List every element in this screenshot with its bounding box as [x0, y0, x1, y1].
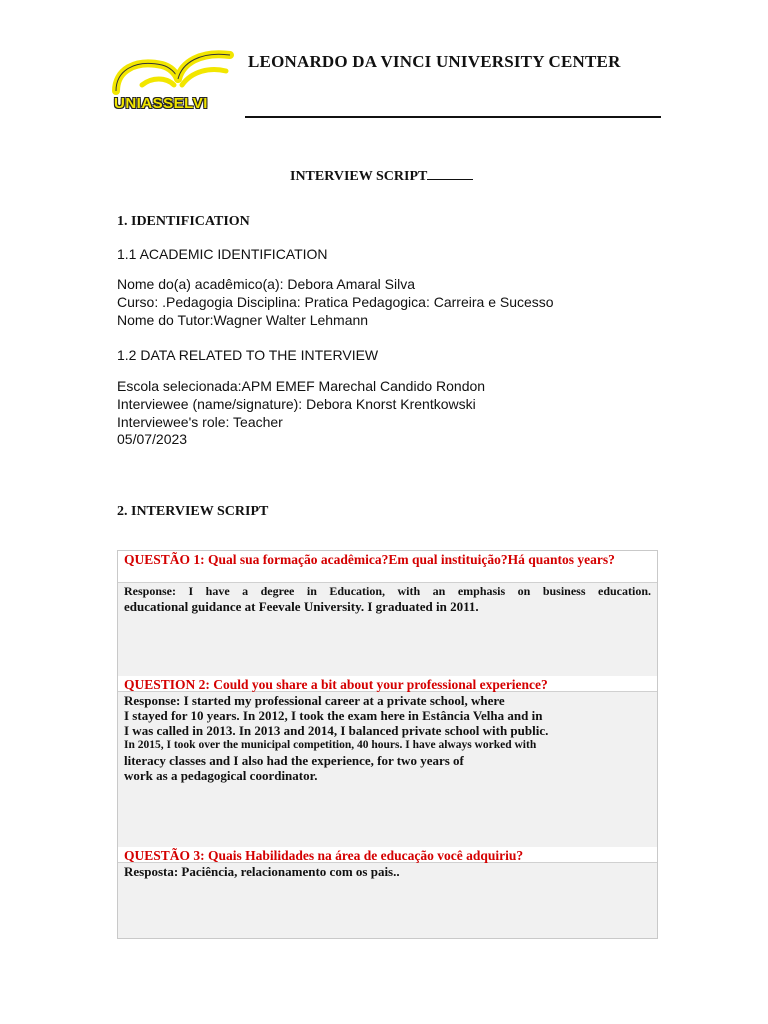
- role-line: Interviewee's role: Teacher: [117, 414, 283, 430]
- answer-2: [118, 692, 657, 847]
- interview-script-heading: 2. INTERVIEW SCRIPT: [117, 504, 269, 519]
- university-name: LEONARDO DA VINCI UNIVERSITY CENTER: [248, 52, 621, 71]
- title-underline: [427, 167, 473, 180]
- answer-1-line: educational guidance at Feevale University. I graduated in 2011.: [124, 599, 479, 614]
- answer-1: [118, 583, 657, 676]
- answer-2-line: Response: I started my professional career at a private school, where: [124, 693, 505, 708]
- academic-name-line: Nome do(a) acadêmico(a): Debora Amaral Silva: [117, 276, 416, 292]
- header-rule: [245, 116, 661, 118]
- answer-2-line: work as a pedagogical coordinator.: [124, 768, 318, 783]
- university-logo: [112, 45, 236, 117]
- identification-heading: 1. IDENTIFICATION: [117, 214, 250, 229]
- question-2: QUESTION 2: Could you share a bit about your professional experience?: [118, 676, 657, 692]
- answer-3-line: Resposta: Paciência, relacionamento com os pais..: [124, 864, 400, 879]
- answer-2-line: In 2015, I took over the municipal competition, 40 hours. I have always worked with: [124, 739, 537, 751]
- answer-2-line: literacy classes and I also had the experience, for two years of: [124, 753, 464, 768]
- date-line: 05/07/2023: [117, 431, 188, 447]
- course-line: Curso: .Pedagogia Disciplina: Pratica Pedagogica: Carreira e Sucesso: [117, 294, 554, 310]
- interviewee-line: Interviewee (name/signature): Debora Knorst Krentkowski: [117, 396, 476, 412]
- document-title: [290, 167, 473, 185]
- school-line: Escola selecionada:APM EMEF Marechal Candido Rondon: [117, 378, 486, 394]
- answer-2-line: I was called in 2013. In 2013 and 2014, I balanced private school with public.: [124, 723, 549, 738]
- book-wings-logo-icon: [112, 45, 236, 97]
- question-3: QUESTÃO 3: Quais Habilidades na área de educação você adquiriu?: [118, 847, 657, 863]
- tutor-line: Nome do Tutor:Wagner Walter Lehmann: [117, 312, 369, 328]
- answer-3: [118, 863, 657, 938]
- academic-identification-heading: 1.1 ACADEMIC IDENTIFICATION: [117, 246, 328, 262]
- answer-1-line: Response: I have a degree in Education, with an emphasis on business education.: [124, 584, 651, 598]
- question-1: QUESTÃO 1: Qual sua formação acadêmica?Em qual instituição?Há quantos years?: [118, 551, 657, 583]
- answer-2-line: I stayed for 10 years. In 2012, I took the exam here in Estância Velha and in: [124, 708, 543, 723]
- interview-data-heading: 1.2 DATA RELATED TO THE INTERVIEW: [117, 347, 379, 363]
- document-title-text: INTERVIEW SCRIPT: [290, 169, 428, 184]
- logo-wordmark: UNIASSELVI: [114, 95, 208, 112]
- interview-table: [117, 550, 658, 939]
